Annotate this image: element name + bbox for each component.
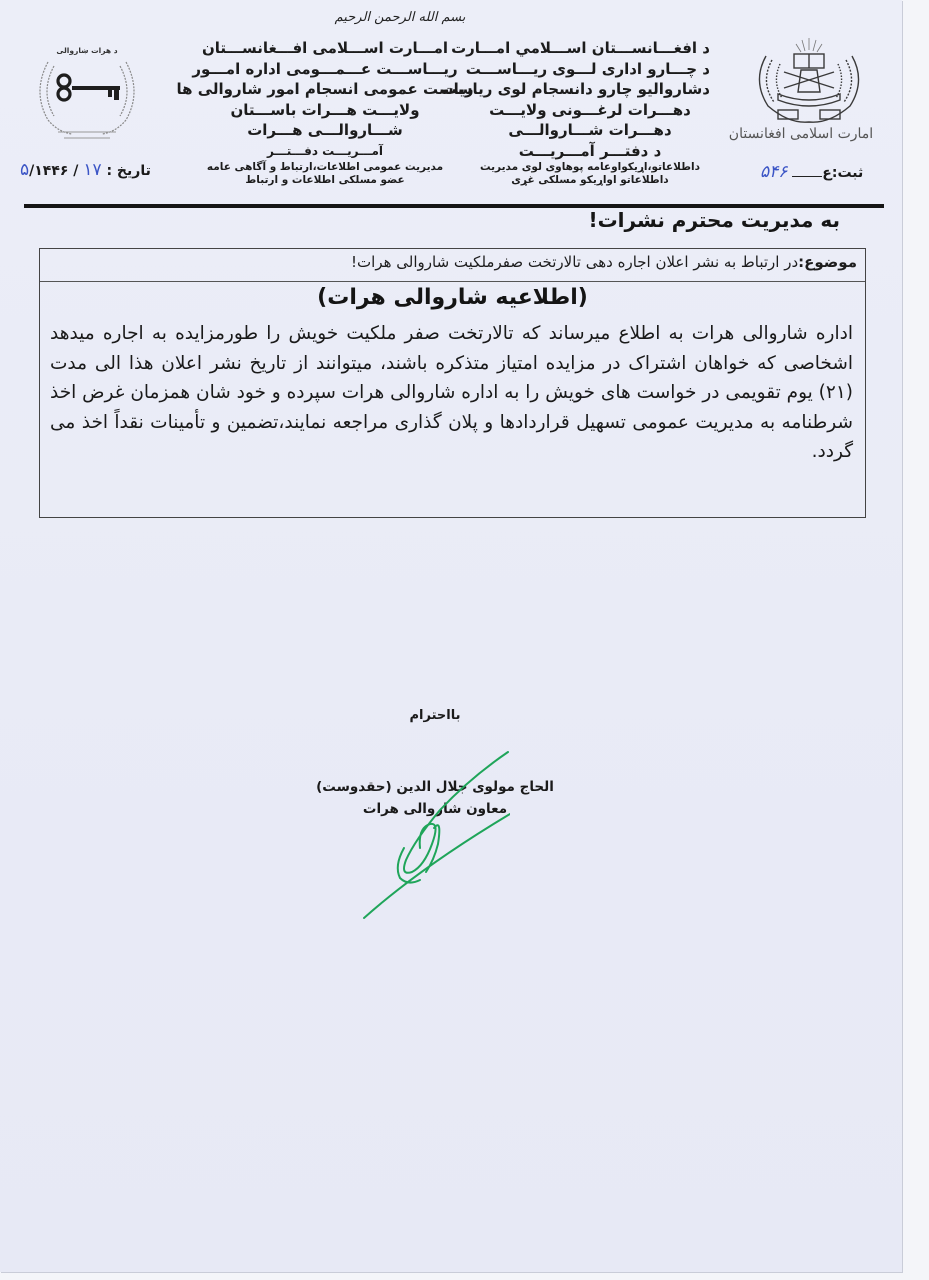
islamic-emirate-emblem-icon bbox=[744, 36, 874, 128]
date-label: تاریخ : bbox=[106, 163, 151, 179]
header-line: شـــاروالـــی هـــرات bbox=[247, 121, 403, 139]
header-line: دهـــرات لرغـــونی ولایـــت bbox=[489, 100, 691, 119]
subject-text: در ارتباط به نشر اعلان اجاره دهی تالارتخت صفرملکیت شاروالی هرات! bbox=[351, 253, 799, 271]
header-line: امـــارت اســـلامی افـــغانســـتان bbox=[202, 39, 448, 57]
header-pashto bbox=[441, 38, 710, 187]
header-line: د افغـــانســـتان اســـلامي امـــارت bbox=[451, 39, 710, 57]
registration-value: ۵۴۶ bbox=[760, 162, 788, 182]
closing-salutation: بااحترام bbox=[409, 708, 461, 723]
subject-label: موضوع: bbox=[798, 253, 857, 271]
registration-number bbox=[760, 162, 863, 182]
signer-title: معاون شاروالی هرات bbox=[362, 801, 508, 817]
registration-label: ثبت:ع bbox=[822, 165, 864, 181]
header-small-line: داطلاعاتو،اړیکواوعامه پوهاوی لوی مدیریت bbox=[480, 161, 700, 173]
header-line: ریـــاســـت عـــمـــومی اداره امـــور bbox=[192, 59, 458, 78]
signer-name: الحاج مولوی جلال الدین (حقدوست) bbox=[316, 779, 554, 795]
header-line: ریاست عمومی انسجام امور شاروالی ها bbox=[176, 80, 474, 98]
header-small-line: عضو مسلکی اطلاعات و ارتباط bbox=[245, 174, 405, 186]
letter-date: تاریخ : ۱۷ / ۵/۱۴۴۶ bbox=[20, 160, 151, 180]
notice-box bbox=[39, 248, 866, 518]
date-year: /۱۴۴۶ bbox=[29, 163, 69, 179]
emblem-caption: امارت اسلامی افغانستان bbox=[728, 126, 874, 142]
header-line: دهـــرات شـــاروالـــی bbox=[508, 121, 672, 139]
date-day: ۱۷ bbox=[83, 160, 102, 180]
header-dari bbox=[175, 38, 475, 187]
date-month: ۵ bbox=[20, 160, 30, 180]
header-line: ولایـــت هـــرات باســـتان bbox=[230, 100, 420, 119]
key-emblem-icon bbox=[28, 48, 146, 144]
bismillah-heading: بسم الله الرحمن الرحیم bbox=[334, 10, 466, 25]
addressee: به مدیریت محترم نشرات! bbox=[588, 208, 840, 232]
header-small-line: داطلاعاتو اواړیکو مسلکی غړی bbox=[511, 174, 669, 186]
header-line: د دفتـــر آمـــریـــت bbox=[518, 141, 662, 160]
notice-title: (اطلاعیه شاروالی هرات) bbox=[317, 285, 588, 310]
header-line: آمـــریـــت دفـــتـــر bbox=[267, 143, 383, 158]
notice-body: اداره شاروالی هرات به اطلاع میرساند که تالارتخت صفر ملکیت خویش را طورمزایده به اجاره میدهد اشخاصی که خواهان اشتراک در مزایده امتیاز متذکره باشند، میتوانند از تاریخ نشر اعلان هذا الی مدت (۲۱) یوم تقویمی در خواست های خویش را به اداره شاروالی هرات سپرده و خود شان همزمان غرض اخذ شرطنامه به مدیریت عمومی تسهیل قراردادها و پلان گذاری مراجعه نمایند،تضمین و تأمینات نقداً اخذ می گردد. bbox=[50, 323, 853, 462]
header-line: د چـــارو اداری لـــوی ریـــاســـت bbox=[465, 59, 710, 78]
emblem-ring-text: د هرات ښاروالی bbox=[56, 46, 118, 55]
subject-line bbox=[40, 249, 865, 282]
header-small-line: مدیریت عمومی اطلاعات،ارتباط و آگاهی عامه bbox=[206, 161, 444, 173]
header-line: دشاروالیو چارو دانسجام لوی ریاست bbox=[441, 80, 710, 98]
signature-icon bbox=[360, 748, 510, 923]
